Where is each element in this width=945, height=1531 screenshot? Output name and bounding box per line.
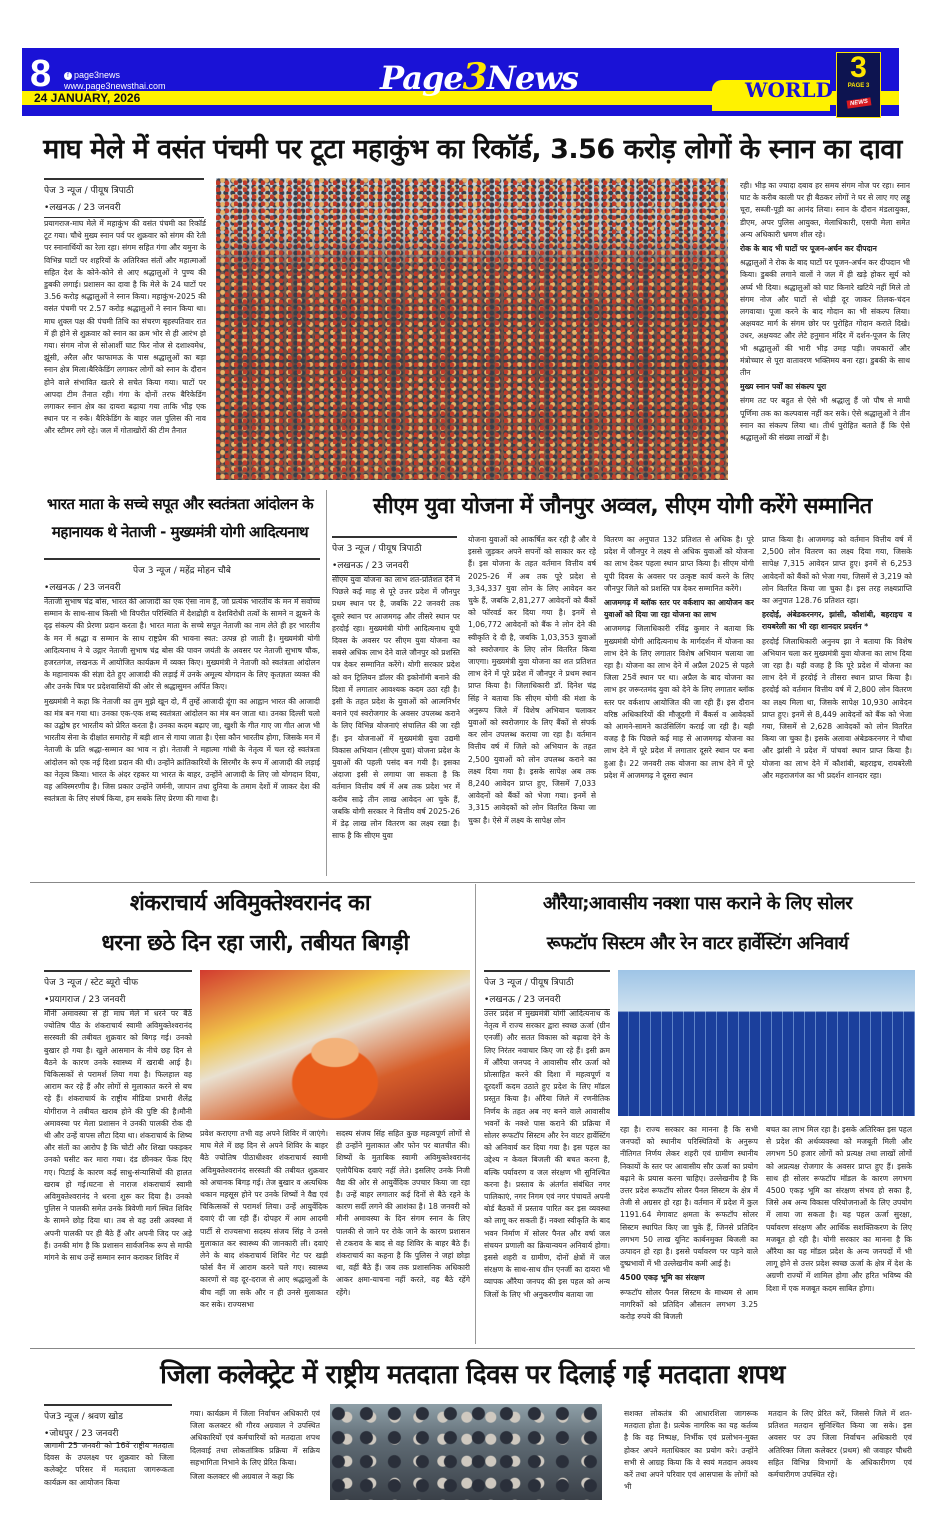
article-text: प्राप्त किया है। आजमगढ़ को वर्तमान वित्तीय वर्ष में 2,500 लोन वितरण का लक्ष्य दिया गया, जिसके सापेक्ष 7,315 आवेदन प्राप्त हुए। इनमें से 6,253 आवेदनों को बैंकों को भेजा गया, जिसमें से 3,219 को लोन वितरित किया जा चुका है। इस तरह लक्ष्यप्राप्ति का अनुपात 128.76 प्रतिशत रहा। हरदोई, अंबेडकरनगर, झांसी, कौशांबी, बहराइच व रायबरेली का भी रहा शानदार प्रदर्शन * हरदोई जिलाधिकारी अनुनय झा ने बताया कि विशेष अभियान चला कर मुख्यमंत्री युवा योजना का लाभ दिया जा रहा है। यही वजह है कि पूरे प्रदेश में योजना का लाभ देने में हरदोई ने तीसरा स्थान प्राप्त किया है। हरदोई को वर्तमान वित्तीय वर्ष में 2,800 लोन वितरण का लक्ष्य मिला था, जिसके सापेक्ष 10,930 आवेदन प्राप्त हुए। इनमें से 8,449 आवेदनों को बैंक को भेजा गया, जिसमें से 2,628 आवेदकों को लोन वितरित किया जा चुका है। इसके अलावा अंबेडकरनगर ने चौथा और झांसी ने प्रदेश में पांचवां स्थान प्राप्त किया है। योजना का लाभ देने में कौशांबी, बहराइच, रायबरेली और महराजगंज का भी प्रदर्शन शानदार रहा। xyxy=(762,535,912,780)
article-text: बचत का लाभ मिल रहा है। इसके अतिरिक्त इस पहल से प्रदेश की अर्थव्यवस्था को मजबूती मिली और लगभग 50 हजार लोगों को प्रत्यक्ष तथा लाखों लोगों को अप्रत्यक्ष रोजगार के अवसर प्राप्त हुए हैं। इसके साथ ही सोलर रूफटॉप मॉडल के कारण लगभग 4500 एकड़ भूमि का संरक्षण संभव हो सका है, जिसे अब अन्य विकास परियोजनाओं के लिए उपयोग में लाया जा सकता है। यह पहल ऊर्जा सुरक्षा, पर्यावरण संरक्षण और आर्थिक सशक्तिकरण के लिए मजबूत हो रही है। योगी सरकार का मानना है कि औरैया का यह मॉडल प्रदेश के अन्य जनपदों में भी लागू होने से उत्तर प्रदेश स्वच्छ ऊर्जा के क्षेत्र में देश के अग्रणी राज्यों में शामिल होगा और हरित भविष्य की दिशा में एक मजबूत कदम साबित होगा। xyxy=(766,1125,912,1293)
article-text: प्रयागराज-माघ मेले में महाकुंभ की वसंत पंचमी का रिकॉर्ड टूट गया। चौथे मुख्य स्नान पर्व पर शुक्रवार को संगम की रेती पर स्नानार्थियों का रेला रहा। संगम सहित गंगा और यमुना के विभिन्न घाटों पर शहरियों के अतिरिक्त संतों और महात्माओं सहित देश के कोने-कोने से आए श्रद्धालुओं ने पुण्य की डुबकी लगाई। प्रशासन का दावा है कि मेले के 24 घाटों पर 3.56 करोड़ श्रद्धालुओं ने स्नान किया। महाकुंभ-2025 की वसंत पंचमी पर 2.57 करोड़ श्रद्धालुओं ने स्नान किया था।माघ शुक्ल पक्ष की पंचमी तिथि का संचरण बृहस्पतिवार रात में ही होने से शुक्रवार को स्नान का क्रम भोर से ही आरंभ हो गया। संगम नोज से सोआर्शी घाट फिर नोज से दशाश्वमेध, झूंसी, अरैल और फाफामऊ के पास श्रद्धालुओं का बड़ा स्नान क्षेत्र मिला।बैरिकेडिंग लगाकर लोगों को स्नान के दौरान होने वाले संभावित खतरे से सचेत किया गया। घाटों पर आपदा टीम तैनात रही। गंगा के दोनों तरफ बैरिकेडिंग लगाकर स्नान क्षेत्र का दायरा बढ़ाया गया ताकि भीड़ एक स्थान पर न रुके। बैरिकेडिंग के बाहर जल पुलिस की नाव और स्टीमर लगे रहे। जल में गोताखोरों की टीम तैनात xyxy=(44,219,206,436)
headline-voter-day: जिला कलेक्ट्रेट में राष्ट्रीय मतदाता दिवस पर दिलाई गई मतदाता शपथ xyxy=(160,1360,785,1390)
article-text: रही। भीड़ का ज्यादा दबाव हर समय संगम नोज पर रहा। स्नान घाट के करीब काली पर ही बैठकर लोगों ने घर से लाए गए लड्डू चूरा, सब्जी-पूड़ी का आनंद लिया। स्नान के दौरान मंडलायुक्त, डीएम, अपर पुलिस आयुक्त, मेलाधिकारी, एसपी मेला समेत अन्य अधिकारी भ्रमण शील रहे। रोक के बाद भी घाटों पर पूजन-अर्चन कर दीपदान श्रद्धालुओं ने रोक के बाद घाटों पर पूजन-अर्चन कर दीपदान भी किया। डुबकी लगाने वालों ने जल में ही खड़े होकर सूर्य को अर्घ्य भी दिया। श्रद्धालुओं को घाट किनारे खटिये नहीं मिले तो संगम नोज और घाटों से थोड़ी दूर जाकर तिलक-चंदन लगवाया। पूजा करने के बाद गोदान का भी संकल्प लिया। अक्षयवट मार्ग के संगम छोर पर पुरोहित गोदान कराते दिखे। उधर, अक्षयवट और लेटे हनुमान मंदिर में दर्शन-पूजन के लिए भी श्रद्धालुओं की भारी भीड़ उमड़ पड़ी। जयकारों और मंत्रोच्चार से पूरा वातावरण भक्तिमय बना रहा। डुबकी के साथ तीन मुख्य स्नान पर्वों का संकल्प पूरा संगम तट पर बहुत से ऐसे भी श्रद्धालु हैं जो पौष से माघी पूर्णिमा तक का कल्पवास नहीं कर सके। ऐसे श्रद्धालुओं ने तीन स्नान का संकल्प लिया था। तीर्थ पुरोहित बताते हैं कि ऐसे श्रद्धालुओं की संख्या लाखों में है। xyxy=(740,181,910,443)
newspaper-logo: Page3News xyxy=(380,56,578,98)
headline-shankaracharya-line2: धरना छठे दिन रहा जारी, तबीयत बिगड़ी xyxy=(101,931,409,956)
facebook-handle[interactable]: f page3news xyxy=(64,70,120,80)
column-divider xyxy=(326,490,327,876)
crowd-photo xyxy=(216,178,728,480)
article-text: वितरण का अनुपात 132 प्रतिशत से अधिक है। पूरे प्रदेश में जौनपुर ने लक्ष्य से अधिक युवाओं को योजना का लाभ देकर पहला स्थान प्राप्त किया है। सीएम योगी यूपी दिवस के अवसर पर उत्कृष्ट कार्य करने के लिए जौनपुर जिले को प्रशस्ति पत्र देकर सम्मानित करेंगे। आजमगढ़ में ब्लॉक स्तर पर वर्कशाप का आयोजन कर युवाओं को दिया जा रहा योजना का लाभ आजमगढ़ जिलाधिकारी रविंद्र कुमार ने बताया कि मुख्यमंत्री योगी आदित्यनाथ के मार्गदर्शन में योजना का लाभ देने के लिए लगातार विशेष अभियान चलाया जा रहा है। योजना का लाभ देने में अप्रैल 2025 से पहले जिला 25वें स्थान पर था। अप्रैल के बाद योजना का लाभ हर जरूरतमंद युवा को देने के लिए लगातार ब्लॉक स्तर पर वर्कशाप आयोजित की जा रही हैं। इस दौरान वरिष्ठ अधिकारियों की मौजूदगी में बैंकर्स व आवेदकों को आमने-सामने काउंसिलिंग कराई जा रही है। यही वजह है कि पिछले कई माह से आजमगढ़ योजना का लाभ देने में पूरे प्रदेश में लगातार दूसरे स्थान पर बना हुआ है। 22 जनवरी तक योजना का लाभ देने में पूरे प्रदेश में आजमगढ़ ने दूसरा स्थान xyxy=(604,535,754,780)
section-divider xyxy=(30,1348,915,1349)
article-text: आगामी 25 जनवरी को 16वें राष्ट्रीय मतदाता दिवस के उपलक्ष्य पर शुक्रवार को जिला कलेक्ट्रेट परिसर में मतदाता जागरूकता कार्यक्रम का आयोजन किया xyxy=(44,1441,174,1487)
article-text: सशक्त लोकतंत्र की आधारशिला जागरूक मतदाता होता है। प्रत्येक नागरिक का यह कर्तव्य है कि वह निष्पक्ष, निर्भीक एवं प्रलोभन-मुक्त होकर अपने मताधिकार का प्रयोग करे। उन्होंने सभी से आग्रह किया कि वे स्वयं मतदान अवश्य करें तथा अपने परिवार एवं आसपास के लोगों को भी xyxy=(624,1409,758,1492)
section-label: WORLD xyxy=(745,78,833,102)
headline-auraiya-line2: रूफटॉप सिस्टम और रेन वाटर हार्वेस्टिंग अनिवार्य xyxy=(546,933,849,954)
byline-magh-mela: पेज 3 न्यूज / पीयूष त्रिपाठी • लखनऊ / 23 जनवरी xyxy=(44,178,204,218)
facebook-icon: f xyxy=(64,72,72,80)
headline-shankaracharya-line1: शंकराचार्य अविमुक्तेश्वरानंद का xyxy=(129,891,371,916)
article-text: मतदान के लिए प्रेरित करें, जिससे जिले में शत-प्रतिशत मतदान सुनिश्चित किया जा सके। इस अवसर पर उप जिला निर्वाचन अधिकारी एवं अतिरिक्त जिला कलेक्टर (प्रथम) श्री जवाहर चौधरी सहित विभिन्न विभागों के अधिकारीगण एवं कर्मचारीगण उपस्थित रहे। xyxy=(768,1409,912,1480)
article-text: रहा है। राज्य सरकार का मानना है कि सभी जनपदों को स्थानीय परिस्थितियों के अनुरूप नीतिगत निर्णय लेकर शहरी एवं ग्रामीण स्थानीय निकायों के स्तर पर आवासीय सौर ऊर्जा का प्रयोग बढ़ाने के प्रयास करना चाहिए। उल्लेखनीय है कि उत्तर प्रदेश रूफटॉप सोलर पैनल सिस्टम के क्षेत्र में तेजी से अग्रसर हो रहा है। वर्तमान में प्रदेश में कुल 1191.64 मेगावाट क्षमता के रूफटॉप सोलर सिस्टम स्थापित किए जा चुके हैं, जिनसे प्रतिदिन लगभग 50 लाख यूनिट कार्बनमुक्त बिजली का उत्पादन हो रहा है। इससे पर्यावरण पर पड़ने वाले दुष्प्रभावों में भी उल्लेखनीय कमी आई है। 4500 एकड़ भूमि का संरक्षण रूफटॉप सोलर पैनल सिस्टम के माध्यम से आम नागरिकों को प्रतिदिन औसतन लगभग 3.25 करोड़ रुपये की बिजली xyxy=(620,1125,758,1322)
website-link[interactable]: www.page3newsthai.com xyxy=(64,81,166,91)
byline-shankaracharya: पेज 3 न्यूज / स्टेट ब्यूरो चीफ • प्रयागराज / 23 जनवरी xyxy=(44,970,192,1010)
article-text: योजना युवाओं को आकर्षित कर रही है और वे इससे जुड़कर अपने सपनों को साकार कर रहे हैं। इस योजना के तहत वर्तमान वित्तीय वर्ष 2025-26 में अब तक पूरे प्रदेश से 3,34,337 युवा लोन के लिए आवेदन कर चुके हैं, जबकि 2,81,277 आवेदनों को बैंकों को फॉरवर्ड कर दिया गया है। इनमें से 1,06,772 आवेदनों को बैंक ने लोन देने की स्वीकृति दे दी है, जबकि 1,03,353 युवाओं को स्वरोजगार के लिए लोन वितरित किया जाएगा। मुख्यमंत्री युवा योजना का शत प्रतिशत लाभ देने में पूरे प्रदेश में जौनपुर ने प्रथम स्थान प्राप्त किया है। जिलाधिकारी डॉ. दिनेश चंद्र सिंह ने बताया कि सीएम योगी की मंशा के अनुरूप जिले में विशेष अभियान चलाकर युवाओं को स्वरोजगार के लिए बैंकों से संपर्क कर लोन उपलब्ध कराया जा रहा है। वर्तमान वित्तीय वर्ष में जिले को अभियान के तहत 2,500 युवाओं को लोन उपलब्ध कराने का लक्ष्य दिया गया है। इसके सापेक्ष अब तक 8,240 आवेदन प्राप्त हुए, जिसमें 7,033 आवेदनों को बैंकों को भेजा गया। इनमें से 3,315 आवेदकों को लोन वितरित किया जा चुका है। ऐसे में लक्ष्य के सापेक्ष लोन xyxy=(468,535,596,825)
byline-netaji: पेज 3 न्यूज / महेंद्र मोहन चौबे • लखनऊ / 23 जनवरी xyxy=(44,558,320,598)
page-number: 8 xyxy=(30,53,52,95)
section-divider xyxy=(30,882,915,883)
byline-auraiya: पेज 3 न्यूज / पीयूष त्रिपाठी • लखनऊ / 23 जनवरी xyxy=(484,970,610,1010)
byline-voter-day: पेज3 न्यूज / श्रवण खोड • जोधपुर / 23 जनवरी xyxy=(44,1404,172,1444)
headline-cm-yuva: सीएम युवा योजना में जौनपुर अव्वल, सीएम योगी करेंगे सम्मानित xyxy=(373,494,872,519)
article-text: उत्तर प्रदेश में मुख्यमंत्री योगी आदित्यनाथ के नेतृत्व में राज्य सरकार द्वारा स्वच्छ ऊर्जा (ग्रीन एनर्जी) और सतत विकास को बढ़ावा देने के लिए निरंतर नवाचार किए जा रहे हैं। इसी क्रम में औरैया जनपद ने आवासीय सौर ऊर्जा को प्रोत्साहित करने की दिशा में महत्वपूर्ण व दूरदर्शी कदम उठाते हुए प्रदेश के लिए मॉडल प्रस्तुत किया है। औरैया जिले में रणनीतिक निर्णय के तहत अब नए बनने वाले आवासीय भवनों के नक्शे पास कराने की प्रक्रिया में सोलर रूफटॉप सिस्टम और रेन वाटर हार्वेस्टिंग को अनिवार्य कर दिया गया है। इस पहल का उद्देश्य न केवल बिजली की बचत करना है, बल्कि पर्यावरण व जल संरक्षण भी सुनिश्चित करना है। प्रस्ताव के अंतर्गत संबंधित नगर पालिकाएं, नगर निगम एवं नगर पंचायतें अपनी बोर्ड बैठकों में प्रस्ताव पारित कर इस व्यवस्था को लागू कर सकती हैं। नक्शा स्वीकृति के बाद भवन निर्माण में सोलर पैनल और वर्षा जल संचयन प्रणाली का क्रियान्वयन अनिवार्य होगा। इससे शहरी व ग्रामीण, दोनों क्षेत्रों में जल संरक्षण के साथ-साथ ग्रीन एनर्जी का दायरा भी व्यापक औरैया जनपद की इस पहल को अन्य जिलों के लिए भी अनुकरणीय बताया जा xyxy=(484,1009,610,1299)
headline-netaji: भारत माता के सच्चे सपूत और स्वतंत्रता आंदोलन के महानायक थे नेताजी - मुख्यमंत्री योगी आदित्यनाथ xyxy=(46,495,314,541)
article-text: सदस्य संजय सिंह सहित कुछ महत्वपूर्ण लोगों से ही उन्होंने मुलाकात और फोन पर बातचीत की। शिष्यों के मुताबिक स्वामी अविमुक्तेश्वरानंद एलोपैथिक दवाएं नहीं लेते। इसलिए उनके निजी वैद्य की ओर से आयुर्वेदिक उपचार किया जा रहा है। उन्हें बाहर लगातार कई दिनों से बैठे रहने के कारण सर्दी लगने की आशंका है। 18 जनवरी को मौनी अमावस्या के दिन संगम स्नान के लिए पालकी से जाने पर रोके जाने के कारण प्रशासन से टकराव के बाद से वह शिविर के बाहर बैठे हैं। शंकराचार्य का कहना है कि पुलिस ने जहां छोड़ा था, वहीं बैठे हैं। जब तक प्रशासनिक अधिकारी आकर क्षमा-याचना नहीं करते, वह बैठे रहेंगे रहेंगे। xyxy=(336,1129,470,1297)
column-divider xyxy=(475,884,476,1344)
solar-panels-photo xyxy=(618,970,915,1116)
issue-date: 24 JANUARY, 2026 xyxy=(34,91,141,105)
page3-badge-logo: 3 PAGE 3 NEWS xyxy=(836,52,881,118)
article-text: प्रवेश कराएगा तभी वह अपने शिविर में जाएंगे। माघ मेले में छह दिन से अपने शिविर के बाहर बैठे ज्योतिष पीठाधीश्वर शंकराचार्य स्वामी अविमुक्तेश्वरानंद सरस्वती की तबीयत शुक्रवार को अचानक बिगड़ गई। तेज बुखार व अत्यधिक थकान महसूस होने पर उनके शिष्यों ने वैद्य एवं चिकित्सकों से परामर्श लिया। उन्हें आयुर्वेदिक दवाएं दी जा रही हैं। दोपहर में आम आदमी पार्टी से राज्यसभा सदस्य संजय सिंह ने उनसे मुलाकात कर स्वास्थ्य की जानकारी ली। दवाएं लेने के बाद शंकराचार्य शिविर गेट पर खड़ी फोर्स वैन में आराम करने चले गए। स्वास्थ्य कारणों से वह दूर-दराज से आए श्रद्धालुओं के बीच नहीं जा सके और न ही उनसे मुलाकात कर सके। राज्यसभा xyxy=(200,1129,328,1309)
headline-magh-mela: माघ मेले में वसंत पंचमी पर टूटा महाकुंभ का रिकॉर्ड, 3.56 करोड़ लोगों के स्नान का दावा xyxy=(43,134,902,165)
voter-oath-photo xyxy=(330,1404,602,1500)
article-text: सीएम युवा योजना का लाभ शत-प्रतिशत देने में पिछले कई माह से पूरे उत्तर प्रदेश में जौनपुर प्रथम स्थान पर है, जबकि 22 जनवरी तक दूसरे स्थान पर आजमगढ़ और तीसरे स्थान पर हरदोई रहा। मुख्यमंत्री योगी आदित्यनाथ यूपी दिवस के अवसर पर सीएम युवा योजना का सबसे अधिक लाभ देने वाले जौनपुर को प्रशस्ति पत्र देकर सम्मानित करेंगे। योगी सरकार प्रदेश को वन ट्रिलियन डॉलर की इकोनॉमी बनाने की दिशा में लगातार आवश्यक कदम उठा रही है। इसी के तहत प्रदेश के युवाओं को आत्मनिर्भर बनाने एवं स्वरोजगार के अवसर उपलब्ध कराने के लिए विभिन्न योजनाएं संचालित की जा रही हैं। इन योजनाओं में मुख्यमंत्री युवा उद्यमी विकास अभियान (सीएम युवा) योजना प्रदेश के युवाओं की पहली पसंद बन गयी है। इसका अंदाजा इसी से लगाया जा सकता है कि वर्तमान वित्तीय वर्ष में अब तक प्रदेश भर में करीब साढ़े तीन लाख आवेदन आ चुके हैं, जबकि योगी सरकार ने वित्तीय वर्ष 2025-26 में डेढ़ लाख लोन वितरण का लक्ष्य रखा है। साफ है कि सीएम युवा xyxy=(332,575,460,841)
byline-cm-yuva: पेज 3 न्यूज / पीयूष त्रिपाठी • लखनऊ / 23 जनवरी xyxy=(332,536,457,576)
article-text: नेताजी सुभाष चंद्र बोस, भारत की आजादी का एक ऐसा नाम है, जो प्रत्येक भारतीय के मन में सर्वोच्च सम्मान के साथ-साथ किसी भी विपरीत परिस्थिति में देशद्रोही व देशविरोधी तत्वों के सामने न झुकने के दृढ़ संकल्प की प्रेरणा प्रदान करता है। भारत माता के सच्चे सपूत नेताजी का नाम लेते ही हर भारतीय के मन में श्रद्धा व सम्मान के साथ राष्ट्रप्रेम की भावना स्वत: उत्पन्न हो जाती है। मुख्यमंत्री योगी आदित्यनाथ ने ये उद्गार नेताजी सुभाष चंद्र बोस की पावन जयंती के अवसर पर नेताजी सुभाष चौक, हजरतगंज, लखनऊ में आयोजित कार्यक्रम में व्यक्त किए। मुख्यमंत्री ने नेताजी को स्वतंत्रता आंदोलन के महानायक की संज्ञा देते हुए आजादी की लड़ाई में उनके अमूल्य योगदान के लिए कृतज्ञता व्यक्त की और उनके चित्र पर प्रदेशवासियों की ओर से श्रद्धासुमन अर्पित किए। मुख्यमंत्री ने कहा कि नेताजी का तुम मुझे खून दो, मैं तुम्हें आजादी दूंगा का आह्वान भारत की आजादी का मंत्र बन गया था। उनका एक-एक शब्द स्वतंत्रता आंदोलन का मंत्र बन जाता था। उनका दिल्ली चलो का उद्घोष हर भारतीय को प्रेरित करता है। उनका कदम बढ़ाए जा, खुशी के गीत गाए जा गीत आज भी भारतीय सेना के दीक्षांत समारोह में बड़ी शान से गाया जाता है। ऐसा कौन भारतीय होगा, जिसके मन में नेताजी के प्रति श्रद्धा-सम्मान का भाव न हो। नेताजी ने महात्मा गांधी के नेतृत्व में चल रहे स्वतंत्रता आंदोलन को एक नई दिशा प्रदान की थी। उन्होंने क्रांतिकारियों के सिरमौर के रूप में आजादी की लड़ाई का नेतृत्व किया। भारत के अंदर रहकर या भारत के बाहर, उन्होंने आजादी के लिए जो योगदान दिया, वह अविस्मरणीय है। जिस प्रकार उन्होंने जर्मनी, जापान तथा दुनिया के तमाम देशों में जाकर देश की स्वतंत्रता के लिए संघर्ष किया, हम सबके लिए प्रेरणा की गाथा है। xyxy=(44,597,320,804)
headline-auraiya-line1: औरैया;आवासीय नक्शा पास कराने के लिए सोलर xyxy=(542,893,853,914)
shankaracharya-photo xyxy=(200,970,470,1120)
article-text: मौनी अमावस्या से ही माघ मेले में धरने पर बैठे ज्योतिष पीठ के शंकराचार्य स्वामी अविमुक्तेश्वरानंद सरस्वती की तबीयत शुक्रवार को बिगड़ गई। उनको बुखार हो गया है। खुले आसमान के नीचे छह दिन से बैठने के कारण उनके स्वास्थ्य में खराबी आई है। चिकित्सकों से परामर्श लिया गया है। फिलहाल वह आराम कर रहे हैं और लोगों से मुलाकात करने से बच रहे हैं। शंकराचार्य के राष्ट्रीय मीडिया प्रभारी शैलेंद्र योगीराज ने तबीयत खराब होने की पुष्टि की है।मौनी अमावस्या पर मेला प्रशासन ने उनकी पालकी रोक दी थी और उन्हें वापस लौटा दिया था। शंकराचार्य के शिष्य और संतों का आरोप है कि चोटी और शिखा पकड़कर उनको घसीट कर मारा गया। दंड छीनकर फेंक दिए गए। पिटाई के कारण कई साधु-संन्यासियों की हालत खराब हो गई।घटना से नाराज शंकराचार्य स्वामी अविमुक्तेश्वरानंद ने धरना शुरू कर दिया है। उनको पुलिस ने पालकी समेत उनके त्रिवेणी मार्ग स्थित शिविर के सामने छोड़ दिया था। तब से वह उसी अवस्था में अपनी पालकी पर ही बैठे हैं और अपनी जिद पर अड़े हैं। उनकी मांग है कि प्रशासन सार्वजनिक रूप से माफी मांगने के साथ उन्हें सम्मान स्नान कराकर शिविर में xyxy=(44,1009,192,1263)
article-text: गया। कार्यक्रम में जिला निर्वाचन अधिकारी एवं जिला कलक्टर श्री गौरव अग्रवाल ने उपस्थित अधिकारियों एवं कर्मचारियों को मतदाता शपथ दिलवाई तथा लोकतांत्रिक प्रक्रिया में सक्रिय सहभागिता निभाने के लिए प्रेरित किया। जिला कलक्टर श्री अग्रवाल ने कहा कि xyxy=(190,1409,320,1482)
